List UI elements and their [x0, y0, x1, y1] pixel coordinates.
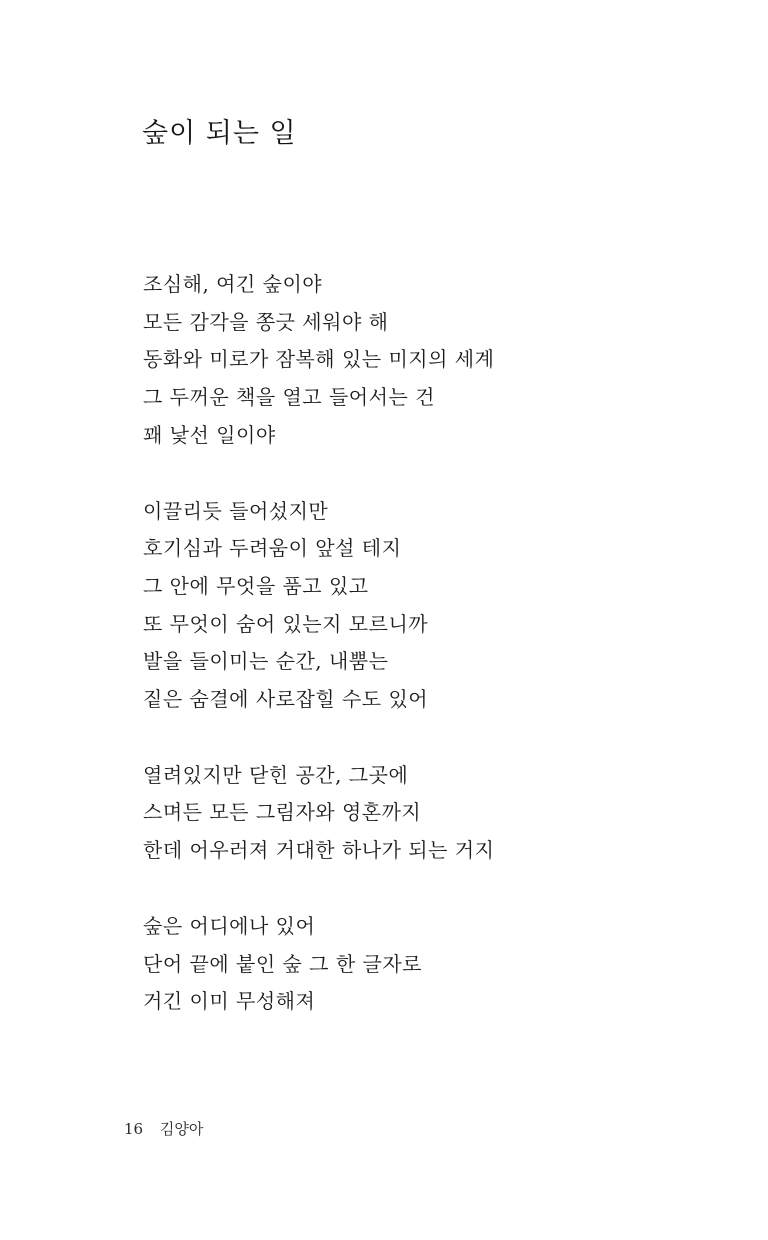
- stanza-1: [143, 266, 703, 455]
- poem-line: 거긴 이미 무성해져: [143, 989, 316, 1014]
- poem-line: 이끌리듯 들어섰지만: [143, 498, 329, 523]
- stanza-2: [143, 493, 703, 719]
- page-number: 16: [124, 1120, 144, 1138]
- poem-line: 호기심과 두려움이 앞설 테지: [143, 536, 402, 561]
- author-name: 김양아: [159, 1120, 204, 1138]
- poem-line: 조심해, 여긴 숲이야: [143, 272, 323, 296]
- page-footer: [124, 1118, 203, 1140]
- poem-line: 꽤 낯선 일이야: [143, 422, 276, 447]
- poem-line: 스며든 모든 그림자와 영혼까지: [143, 800, 422, 825]
- poem-line: 그 안에 무엇을 품고 있고: [143, 573, 369, 598]
- poem-line: 그 두꺼운 책을 열고 들어서는 건: [143, 385, 435, 410]
- stanza-3: [143, 757, 703, 870]
- poem-body: [143, 266, 703, 1059]
- poem-line: 또 무엇이 숨어 있는지 모르니까: [143, 611, 429, 636]
- poem-line: 열려있지만 닫힌 공간, 그곳에: [143, 762, 409, 787]
- poem-line: 모든 감각을 쫑긋 세워야 해: [143, 309, 389, 334]
- poem-title: 숲이 되는 일: [142, 118, 297, 149]
- poem-line: 발을 들이미는 순간, 내뿜는: [143, 649, 389, 674]
- stanza-4: [143, 908, 703, 1021]
- poem-line: 동화와 미로가 잠복해 있는 미지의 세계: [143, 347, 495, 372]
- poem-line: 숲은 어디에나 있어: [143, 913, 316, 938]
- poem-line: 단어 끝에 붙인 숲 그 한 글자로: [143, 951, 422, 976]
- poem-line: 한데 어우러져 거대한 하나가 되는 거지: [143, 838, 495, 863]
- poem-line: 짙은 숨결에 사로잡힐 수도 있어: [143, 687, 429, 712]
